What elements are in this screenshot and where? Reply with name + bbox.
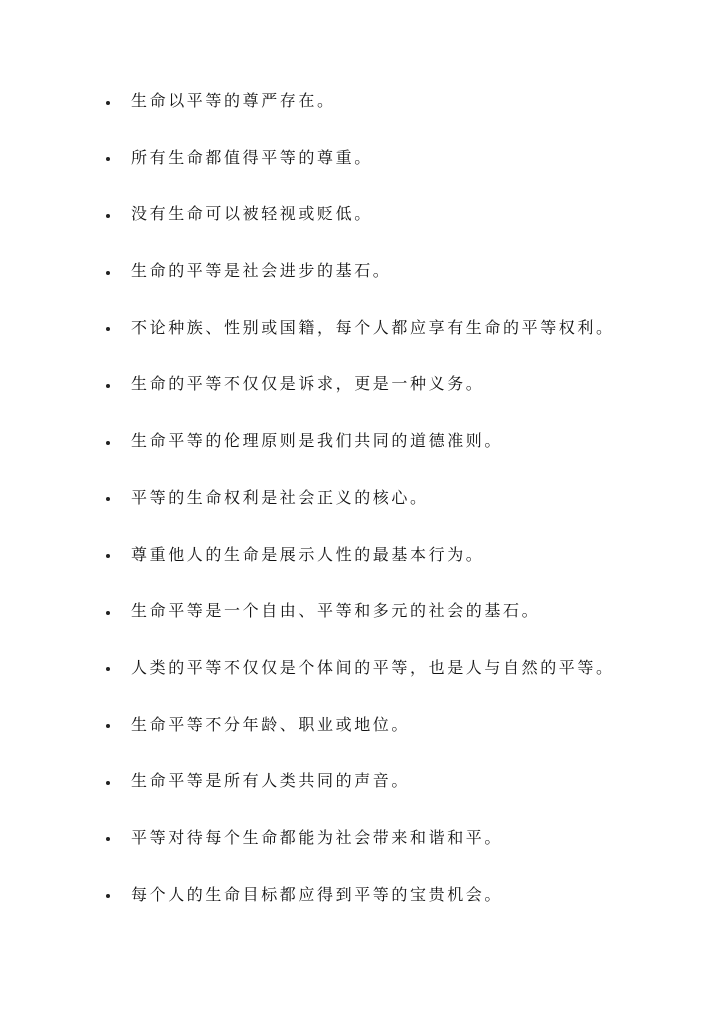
list-item: [106, 367, 686, 401]
list-item: [106, 821, 686, 855]
list-item: [106, 708, 686, 742]
list-item-text: 生命平等是所有人类共同的声音。: [131, 771, 411, 791]
list-item: [106, 594, 686, 628]
bullet-dot-icon: [106, 497, 110, 501]
bullet-dot-icon: [106, 554, 110, 558]
list-item-text: 每个人的生命目标都应得到平等的宝贵机会。: [131, 884, 504, 904]
bullet-dot-icon: [106, 611, 110, 615]
bullet-dot-icon: [106, 724, 110, 728]
list-item-text: 所有生命都值得平等的尊重。: [131, 147, 373, 167]
list-item-text: 生命以平等的尊严存在。: [131, 91, 336, 110]
bullet-list: [106, 84, 686, 934]
list-item-text: 平等的生命权利是社会正义的核心。: [131, 487, 429, 507]
list-item-text: 不论种族、性别或国籍，每个人都应享有生命的平等权利。: [131, 317, 615, 337]
list-item-text: 生命平等不分年龄、职业或地位。: [131, 714, 411, 734]
list-item-text: 生命的平等不仅仅是诉求，更是一种义务。: [131, 374, 485, 394]
bullet-dot-icon: [106, 894, 110, 898]
list-item: [106, 424, 686, 458]
list-item: [106, 651, 686, 685]
list-item-text: 尊重他人的生命是展示人性的最基本行为。: [131, 544, 485, 564]
list-item: [106, 538, 686, 572]
list-item: [106, 254, 686, 288]
list-item: [106, 197, 686, 231]
bullet-dot-icon: [106, 271, 110, 275]
list-item-text: 没有生命可以被轻视或贬低。: [131, 204, 373, 224]
list-item: [106, 141, 686, 175]
bullet-dot-icon: [106, 837, 110, 841]
list-item-text: 人类的平等不仅仅是个体间的平等，也是人与自然的平等。: [131, 657, 615, 677]
bullet-dot-icon: [106, 101, 110, 105]
list-item: [106, 878, 686, 912]
list-item: [106, 481, 686, 515]
list-item: [106, 311, 686, 345]
list-item: [106, 84, 686, 118]
bullet-dot-icon: [106, 441, 110, 445]
bullet-dot-icon: [106, 781, 110, 785]
bullet-dot-icon: [106, 667, 110, 671]
bullet-dot-icon: [106, 214, 110, 218]
bullet-dot-icon: [106, 384, 110, 388]
list-item-text: 生命的平等是社会进步的基石。: [131, 261, 392, 281]
bullet-dot-icon: [106, 327, 110, 331]
bullet-dot-icon: [106, 157, 110, 161]
list-item-text: 生命平等是一个自由、平等和多元的社会的基石。: [131, 601, 541, 621]
list-item-text: 生命平等的伦理原则是我们共同的道德准则。: [131, 431, 504, 451]
list-item-text: 平等对待每个生命都能为社会带来和谐和平。: [131, 827, 504, 847]
list-item: [106, 764, 686, 798]
